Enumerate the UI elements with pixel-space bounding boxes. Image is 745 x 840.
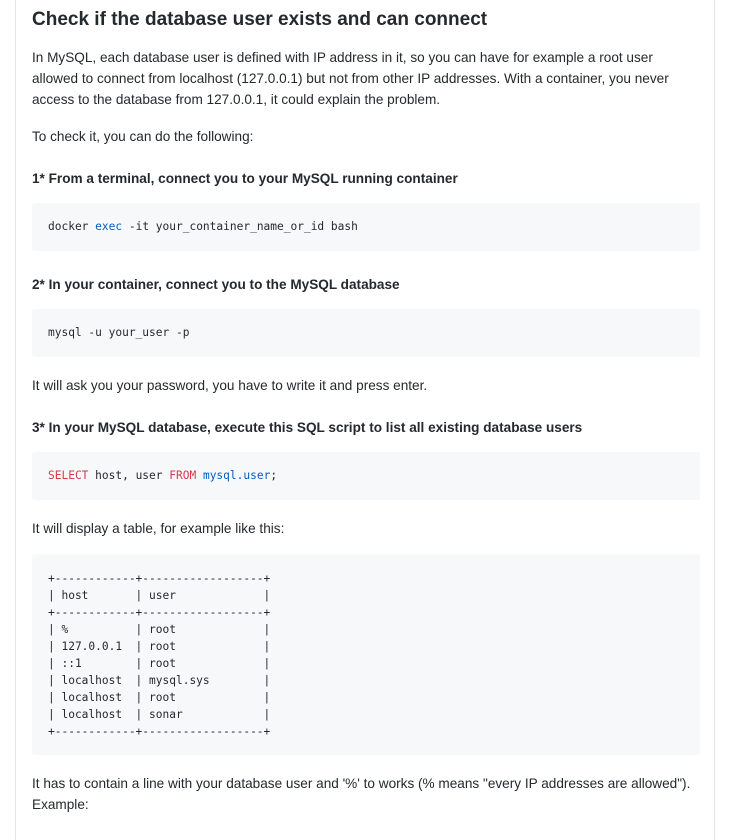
- mysql-command: mysql -u your_user -p: [48, 326, 190, 339]
- answer-card: [15, 0, 715, 840]
- code-block-docker[interactable]: [32, 203, 700, 251]
- password-note: It will ask you your password, you have to write it and press enter.: [32, 378, 428, 393]
- code-block-sql[interactable]: [32, 452, 700, 500]
- step-2-title: 2* In your container, connect you to the MySQL database: [32, 277, 400, 292]
- conclusion-paragraph: It has to contain a line with your database user and '%' to works (% means "every IP addresses are allowed"). Example:: [32, 776, 691, 812]
- code-block-mysql[interactable]: [32, 309, 700, 357]
- sql-query: SELECT host, user FROM mysql.user;: [48, 469, 278, 482]
- code-block-users-table[interactable]: [32, 554, 700, 755]
- users-table-output: +------------+------------------+ | host | user | +------------+------------------+ | % | root | | 127.0.0.1 | root | | ::1 | root | | localhost | mysql.sys | | localhost | root | | localhost | sonar | +------------+------------------+: [48, 572, 271, 738]
- step-1-title: 1* From a terminal, connect you to your MySQL running container: [32, 171, 458, 186]
- check-intro-paragraph: To check it, you can do the following:: [32, 129, 254, 144]
- docker-command: docker exec -it your_container_name_or_id bash: [48, 220, 358, 233]
- intro-paragraph: In MySQL, each database user is defined with IP address in it, so you can have for example a root user allowed to connect from localhost (127.0.0.1) but not from other IP addresses. With a container, you never access to the database from 127.0.0.1, it could explain the problem.: [32, 50, 669, 107]
- section-heading: Check if the database user exists and can connect: [32, 9, 488, 30]
- step-3-title: 3* In your MySQL database, execute this SQL script to list all existing database users: [32, 420, 583, 435]
- table-intro-paragraph: It will display a table, for example like this:: [32, 521, 285, 536]
